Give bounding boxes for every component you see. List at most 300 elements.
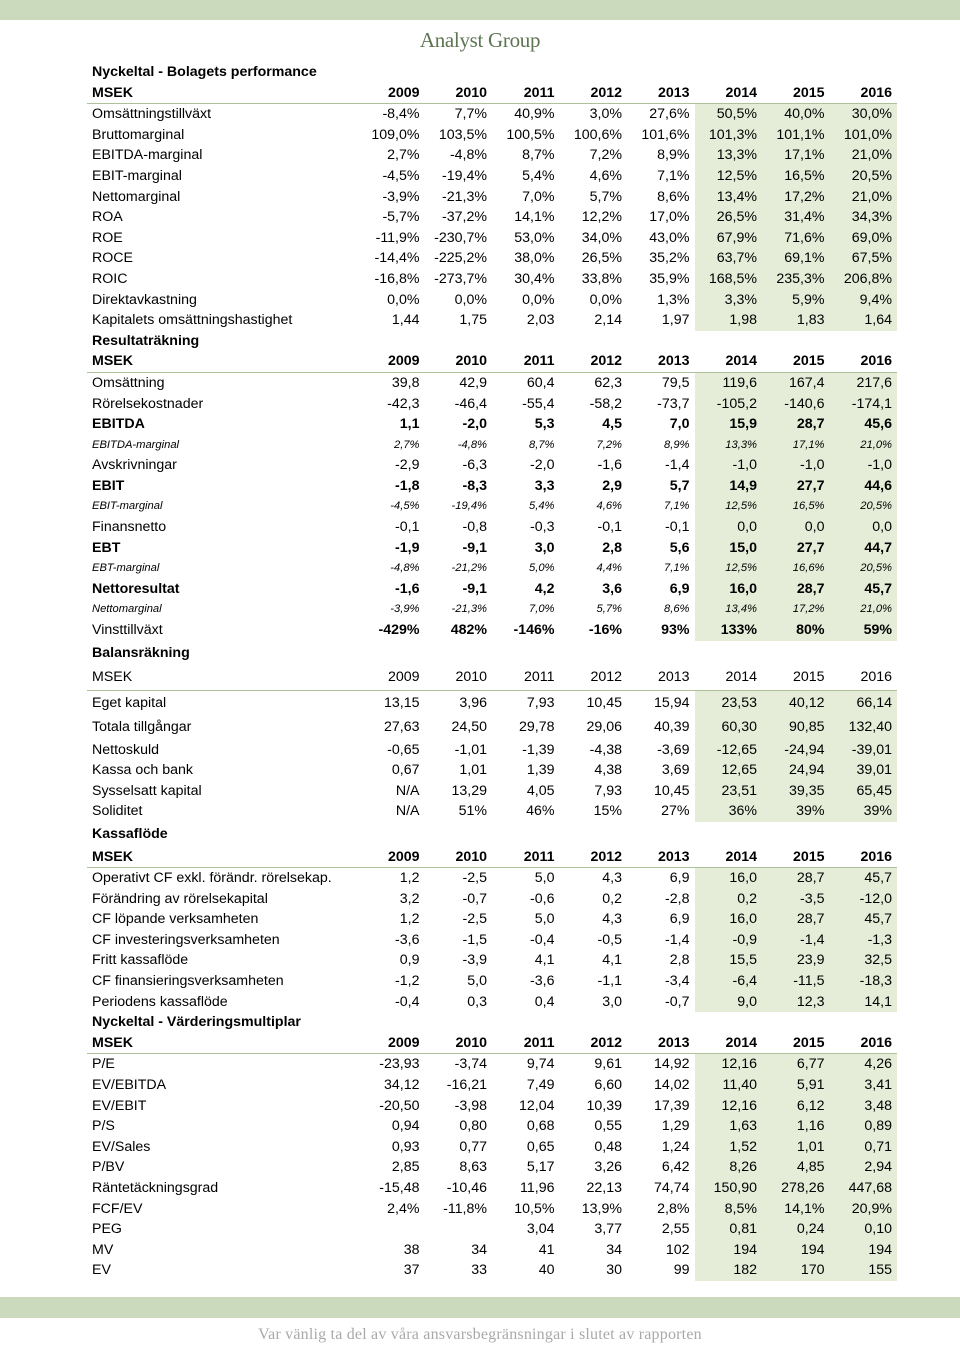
value-cell: 4,6% (589, 167, 622, 184)
value-cell: 5,17 (526, 1159, 555, 1176)
value-cell: -9,1 (462, 580, 487, 597)
value-cell: 4,1 (534, 952, 555, 969)
value-cell: -140,6 (762, 394, 830, 415)
value-cell: 12,04 (518, 1097, 555, 1114)
value-cell: 103,5% (438, 126, 487, 143)
value-cell: 16,0 (695, 909, 763, 930)
value-cell: -0,1 (395, 519, 420, 536)
value-cell: 1,01 (762, 1137, 830, 1158)
value-cell: 16,0 (695, 579, 763, 600)
value-cell: 44,7 (830, 538, 898, 559)
value-cell: 100,6% (573, 126, 622, 143)
value-cell: 3,6 (602, 580, 622, 597)
value-cell: 150,90 (695, 1178, 763, 1199)
section-2-title-row (87, 331, 897, 352)
value-cell: 3,41 (830, 1075, 898, 1096)
disclaimer-text: Var vänlig ta del av våra ansvarsbegränsningar i slutet av rapporten (258, 1326, 702, 1343)
value-cell: 102 (665, 1241, 690, 1258)
table-row (87, 435, 897, 456)
value-cell: 0,55 (594, 1118, 622, 1135)
column-header-year: 2011 (492, 351, 560, 372)
value-cell: 1,63 (695, 1116, 763, 1137)
value-cell: -9,1 (462, 539, 487, 556)
value-cell: 6,9 (669, 870, 690, 887)
value-cell: 0,48 (594, 1138, 622, 1155)
value-cell: 67,9% (695, 228, 763, 249)
value-cell: 42,9 (459, 374, 487, 391)
column-header-year: 2009 (357, 847, 425, 868)
value-cell: -1,1 (597, 973, 622, 990)
value-cell: 14,1% (514, 209, 555, 226)
column-header-year: 2010 (425, 847, 493, 868)
value-cell: 278,26 (762, 1178, 830, 1199)
value-cell: 4,38 (594, 762, 622, 779)
value-cell: -1,4 (762, 930, 830, 951)
value-cell: -3,6 (530, 973, 555, 990)
row-label: Omsättning (92, 374, 165, 391)
value-cell: -12,65 (695, 740, 763, 761)
value-cell: 5,4% (529, 500, 555, 513)
column-header-year: 2012 (560, 1033, 628, 1054)
value-cell: 1,01 (459, 762, 487, 779)
row-label: EBITDA (92, 416, 145, 433)
value-cell: -3,6 (395, 931, 420, 948)
section-5-title-row (87, 1012, 897, 1033)
table-row (87, 690, 897, 715)
table-row (87, 145, 897, 166)
table-body (87, 62, 897, 1281)
row-label: Avskrivningar (92, 457, 177, 474)
value-cell: 6,42 (661, 1159, 690, 1176)
value-cell: 9,74 (526, 1056, 555, 1073)
value-cell: 7,49 (526, 1077, 555, 1094)
table-row (87, 909, 897, 930)
value-cell: 33,8% (581, 270, 622, 287)
column-header-year: 2010 (425, 351, 493, 372)
value-cell: -3,9% (390, 603, 420, 616)
value-cell: 50,5% (695, 104, 763, 125)
value-cell: -1,9 (395, 539, 420, 556)
value-cell: 17,2% (762, 187, 830, 208)
table-row (87, 228, 897, 249)
value-cell: 6,77 (762, 1054, 830, 1075)
value-cell: 0,0% (589, 291, 622, 308)
column-header-unit: MSEK (87, 83, 357, 104)
row-label: P/BV (92, 1159, 125, 1176)
row-label: Rörelsekostnader (92, 395, 204, 412)
value-cell: 29,78 (518, 719, 555, 736)
financial-tables (87, 62, 897, 1281)
value-cell: -1,2 (395, 973, 420, 990)
value-cell: -3,98 (454, 1097, 487, 1114)
value-cell: 7,1% (657, 167, 690, 184)
value-cell: -1,0 (830, 455, 898, 476)
table-row (87, 372, 897, 393)
row-label: CF löpande verksamheten (92, 911, 259, 928)
column-header-year: 2009 (357, 351, 425, 372)
row-label: EV/Sales (92, 1138, 151, 1155)
value-cell: 34,0% (581, 229, 622, 246)
value-cell: 62,3 (594, 374, 622, 391)
column-header-year: 2012 (560, 351, 628, 372)
value-cell: 65,45 (830, 781, 898, 802)
column-header-unit: MSEK (87, 351, 357, 372)
value-cell: 6,9 (669, 580, 690, 597)
value-cell: 3,0 (534, 539, 555, 556)
row-label: Periodens kassaflöde (92, 993, 228, 1010)
table-row (87, 104, 897, 125)
row-label: Totala tillgångar (92, 719, 192, 736)
value-cell: -5,7% (382, 209, 420, 226)
value-cell: 482% (450, 622, 487, 639)
key-figures-table (87, 62, 897, 1281)
row-label: Kapitalets omsättningshastighet (92, 312, 293, 329)
value-cell: 170 (762, 1260, 830, 1281)
value-cell: -16,8% (374, 270, 420, 287)
value-cell: -105,2 (695, 394, 763, 415)
value-cell: 194 (762, 1240, 830, 1261)
value-cell: 2,9 (602, 477, 622, 494)
value-cell: -3,4 (665, 973, 690, 990)
value-cell: 34,12 (383, 1077, 420, 1094)
value-cell: N/A (395, 782, 420, 799)
value-cell: 12,5% (695, 166, 763, 187)
value-cell: 2,8 (669, 952, 690, 969)
value-cell: 59% (830, 620, 898, 641)
value-cell: -146% (513, 622, 555, 639)
value-cell: 38,0% (514, 250, 555, 267)
table-row (87, 1178, 897, 1199)
value-cell: -3,5 (762, 889, 830, 910)
value-cell: -21,3% (442, 188, 487, 205)
row-label: FCF/EV (92, 1200, 143, 1217)
value-cell: 21,0% (830, 435, 898, 456)
table-row (87, 1116, 897, 1137)
value-cell: -0,7 (462, 890, 487, 907)
value-cell: 34 (471, 1241, 487, 1258)
value-cell: 1,29 (661, 1118, 690, 1135)
value-cell: -21,3% (451, 603, 487, 616)
value-cell: 27,6% (649, 106, 690, 123)
value-cell: 1,97 (661, 312, 690, 329)
value-cell: 1,44 (391, 312, 420, 329)
value-cell: 36% (695, 801, 763, 822)
value-cell: 28,7 (762, 414, 830, 435)
row-label: PEG (92, 1221, 122, 1238)
value-cell: 20,5% (830, 166, 898, 187)
value-cell: 80% (762, 620, 830, 641)
value-cell: 40,0% (762, 104, 830, 125)
value-cell: -3,9% (382, 188, 420, 205)
row-label: EBIT-marginal (92, 500, 163, 513)
value-cell: 99 (673, 1262, 690, 1279)
value-cell: 53,0% (514, 229, 555, 246)
value-cell: 33 (471, 1262, 487, 1279)
table-row (87, 781, 897, 802)
table-row (87, 579, 897, 600)
column-header-year: 2016 (830, 665, 898, 690)
value-cell: 1,2 (399, 870, 420, 887)
value-cell: -4,38 (589, 741, 622, 758)
value-cell: 4,1 (602, 952, 622, 969)
value-cell: 0,10 (830, 1219, 898, 1240)
value-cell: 5,9% (762, 290, 830, 311)
section-title: Nyckeltal - Värderingsmultiplar (92, 1014, 301, 1031)
value-cell: 13,29 (451, 782, 487, 799)
value-cell: 5,7% (589, 188, 622, 205)
value-cell: 8,7% (522, 147, 555, 164)
row-label: EBITDA-marginal (92, 438, 180, 451)
row-label: Eget kapital (92, 694, 167, 711)
value-cell: -1,5 (462, 931, 487, 948)
value-cell: 37 (403, 1262, 420, 1279)
value-cell: 26,5% (695, 207, 763, 228)
row-label: Vinsttillväxt (92, 622, 163, 639)
value-cell: 3,3 (534, 477, 555, 494)
value-cell: -1,8 (395, 477, 420, 494)
value-cell: 2,8 (602, 539, 622, 556)
value-cell: 14,9 (695, 476, 763, 497)
column-header-year: 2015 (762, 1033, 830, 1054)
row-label: EV/EBITDA (92, 1077, 167, 1094)
value-cell: -20,50 (379, 1097, 420, 1114)
value-cell: 24,94 (762, 760, 830, 781)
column-header-year: 2011 (492, 847, 560, 868)
table-row (87, 1260, 897, 1281)
section-title: Balansräkning (92, 644, 190, 661)
value-cell: 12,16 (695, 1054, 763, 1075)
value-cell: 1,3% (657, 291, 690, 308)
value-cell: 132,40 (830, 715, 898, 740)
value-cell: 182 (695, 1260, 763, 1281)
value-cell: 8,5% (695, 1199, 763, 1220)
value-cell: 101,3% (695, 125, 763, 146)
table-row (87, 414, 897, 435)
value-cell: 40,9% (514, 106, 555, 123)
value-cell: 12,2% (581, 209, 622, 226)
value-cell: -0,65 (387, 741, 420, 758)
column-header-year: 2015 (762, 665, 830, 690)
value-cell: 1,75 (459, 312, 487, 329)
value-cell: 0,67 (391, 762, 420, 779)
value-cell: 9,0 (695, 992, 763, 1013)
value-cell: 26,5% (581, 250, 622, 267)
value-cell: -1,39 (522, 741, 555, 758)
value-cell: 5,0 (467, 973, 487, 990)
table-row (87, 1075, 897, 1096)
value-cell: -39,01 (830, 740, 898, 761)
value-cell: -11,9% (375, 229, 420, 246)
section-1-header-row (87, 83, 897, 104)
value-cell: 0,71 (830, 1137, 898, 1158)
value-cell: 12,16 (695, 1096, 763, 1117)
column-header-year: 2013 (627, 847, 695, 868)
value-cell: 10,45 (586, 694, 622, 711)
value-cell: -230,7% (434, 229, 487, 246)
value-cell: -3,9 (462, 952, 487, 969)
value-cell: 15,0 (695, 538, 763, 559)
value-cell: 51% (458, 803, 487, 820)
table-row (87, 1137, 897, 1158)
value-cell: 13,15 (383, 694, 420, 711)
value-cell: 40,39 (653, 719, 690, 736)
row-label: EBT-marginal (92, 562, 160, 575)
column-header-year: 2010 (425, 665, 493, 690)
top-band (0, 0, 960, 20)
value-cell: -16,21 (446, 1077, 487, 1094)
value-cell: -19,4% (451, 500, 487, 513)
table-row (87, 930, 897, 951)
column-header-year: 2014 (695, 1033, 763, 1054)
value-cell: -0,1 (597, 519, 622, 536)
table-row (87, 558, 897, 579)
row-label: EBIT (92, 477, 125, 494)
table-row (87, 1240, 897, 1261)
value-cell: 8,7% (529, 438, 555, 451)
column-header-year: 2009 (357, 1033, 425, 1054)
value-cell: 13,9% (581, 1200, 622, 1217)
value-cell: 40 (538, 1262, 555, 1279)
table-row (87, 599, 897, 620)
value-cell: 0,93 (391, 1138, 420, 1155)
section-title: Kassaflöde (92, 825, 168, 842)
row-label: Direktavkastning (92, 291, 197, 308)
value-cell: 7,2% (596, 438, 622, 451)
table-row (87, 476, 897, 497)
value-cell: 15% (593, 803, 622, 820)
row-label: P/S (92, 1118, 115, 1135)
value-cell: 0,0% (387, 291, 420, 308)
row-label: EV/EBIT (92, 1097, 147, 1114)
value-cell: -58,2 (589, 395, 622, 412)
value-cell: -4,8% (390, 562, 420, 575)
value-cell: 32,5 (830, 950, 898, 971)
value-cell: 10,5% (514, 1200, 555, 1217)
section-2-header-row (87, 351, 897, 372)
column-header-year: 2009 (357, 665, 425, 690)
column-header-year: 2014 (695, 847, 763, 868)
value-cell: 29,06 (586, 719, 622, 736)
column-header-year: 2013 (627, 665, 695, 690)
row-label: CF investeringsverksamheten (92, 931, 280, 948)
value-cell: 447,68 (830, 1178, 898, 1199)
section-title: Resultaträkning (92, 332, 200, 349)
value-cell (357, 1219, 425, 1240)
value-cell: 4,26 (830, 1054, 898, 1075)
row-label: EBITDA-marginal (92, 147, 203, 164)
column-header-year: 2010 (425, 1033, 493, 1054)
value-cell: 1,24 (661, 1138, 690, 1155)
value-cell: 5,3 (534, 416, 555, 433)
value-cell: 7,0 (669, 416, 690, 433)
column-header-year: 2014 (695, 83, 763, 104)
column-header-year: 2009 (357, 83, 425, 104)
value-cell: 133% (695, 620, 763, 641)
value-cell: -0,1 (665, 519, 690, 536)
value-cell: -8,3 (462, 477, 487, 494)
value-cell: -4,5% (382, 167, 420, 184)
value-cell: 2,7% (394, 438, 420, 451)
value-cell: -24,94 (762, 740, 830, 761)
value-cell: 8,63 (459, 1159, 487, 1176)
column-header-year: 2014 (695, 665, 763, 690)
table-row (87, 740, 897, 761)
table-row (87, 517, 897, 538)
value-cell: 3,2 (399, 890, 420, 907)
value-cell: -23,93 (379, 1056, 420, 1073)
table-row (87, 950, 897, 971)
table-row (87, 760, 897, 781)
row-label: CF finansieringsverksamheten (92, 973, 284, 990)
value-cell: 23,51 (695, 781, 763, 802)
column-header-year: 2016 (830, 83, 898, 104)
table-row (87, 1219, 897, 1240)
value-cell: 206,8% (830, 269, 898, 290)
value-cell: -2,8 (665, 890, 690, 907)
value-cell: -225,2% (434, 250, 487, 267)
value-cell: -4,5% (390, 500, 420, 513)
value-cell: 100,5% (506, 126, 555, 143)
value-cell: 4,05 (526, 782, 555, 799)
table-row (87, 269, 897, 290)
row-label: Nettomarginal (92, 603, 162, 616)
value-cell: 12,3 (762, 992, 830, 1013)
value-cell: 4,4% (596, 562, 622, 575)
value-cell: 4,2 (534, 580, 555, 597)
value-cell: -0,3 (530, 519, 555, 536)
column-header-year: 2012 (560, 847, 628, 868)
row-label: P/E (92, 1056, 115, 1073)
column-header-year: 2016 (830, 351, 898, 372)
value-cell: 10,45 (653, 782, 690, 799)
value-cell: 6,60 (594, 1077, 622, 1094)
value-cell: 20,5% (830, 496, 898, 517)
value-cell: -0,7 (665, 993, 690, 1010)
value-cell: 2,94 (830, 1157, 898, 1178)
value-cell: 0,0 (762, 517, 830, 538)
value-cell: 1,98 (695, 310, 763, 331)
value-cell: 17,2% (762, 599, 830, 620)
value-cell: 5,0 (534, 870, 555, 887)
value-cell: 7,7% (454, 106, 487, 123)
value-cell: 101,6% (641, 126, 690, 143)
table-row (87, 992, 897, 1013)
value-cell: 67,5% (830, 248, 898, 269)
value-cell: -21,2% (451, 562, 487, 575)
value-cell: 69,1% (762, 248, 830, 269)
value-cell: 69,0% (830, 228, 898, 249)
value-cell: 34 (606, 1241, 622, 1258)
table-row (87, 290, 897, 311)
value-cell: 0,24 (762, 1219, 830, 1240)
row-label: Omsättningstillväxt (92, 106, 212, 123)
value-cell: 30 (606, 1262, 622, 1279)
value-cell: 2,14 (594, 312, 622, 329)
value-cell: 35,2% (649, 250, 690, 267)
value-cell: 7,0% (522, 188, 555, 205)
value-cell: -1,4 (665, 931, 690, 948)
value-cell: 21,0% (830, 599, 898, 620)
value-cell: -0,6 (530, 890, 555, 907)
table-row (87, 801, 897, 822)
value-cell: -14,4% (374, 250, 420, 267)
value-cell: 21,0% (830, 187, 898, 208)
value-cell: 39% (830, 801, 898, 822)
value-cell: 1,2 (399, 911, 420, 928)
value-cell: 0,81 (695, 1219, 763, 1240)
value-cell: 4,3 (602, 870, 622, 887)
value-cell: -2,0 (462, 416, 487, 433)
